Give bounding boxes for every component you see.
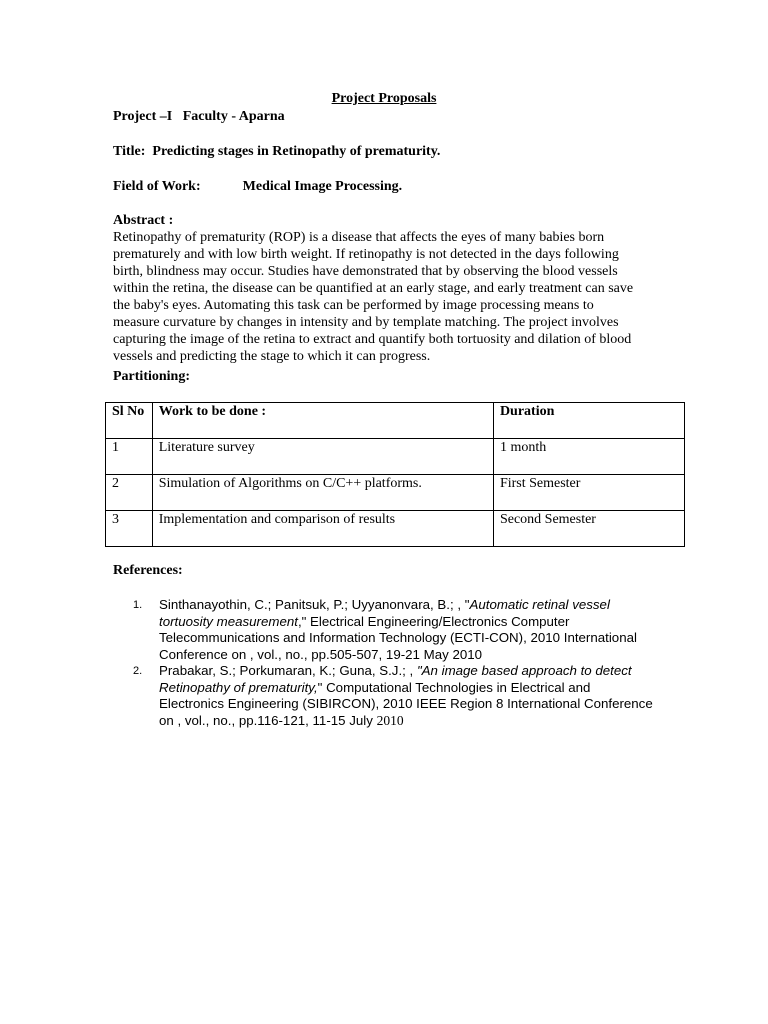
cell-work: Literature survey	[152, 439, 493, 475]
reference-number: 2.	[133, 665, 143, 677]
abstract-heading: Abstract :	[113, 213, 174, 228]
reference-item	[113, 597, 693, 663]
cell-duration: Second Semester	[493, 511, 684, 547]
reference-line: Conference on , vol., no., pp.505-507, 19-21 May 2010	[159, 646, 483, 662]
table-header-row	[106, 403, 685, 439]
title-line	[113, 143, 440, 160]
cell-work: Simulation of Algorithms on C/C++ platforms.	[152, 475, 493, 511]
reference-line: Telecommunications and Information Technology (ECTI-CON), 2010 International	[159, 630, 637, 645]
reference-venue-part: " Computational Technologies in Electrical and	[317, 679, 591, 695]
reference-number: 1.	[133, 599, 143, 611]
page-title: Project Proposals	[331, 91, 437, 106]
reference-authors: Sinthanayothin, C.; Panitsuk, P.; Uyyanonvara, B.; , "	[159, 597, 470, 612]
table-row	[106, 439, 685, 475]
cell-duration: First Semester	[493, 475, 684, 511]
reference-line	[159, 680, 693, 697]
abstract-line: within the retina, the disease can be quantified at an early stage, and early treatment can save	[113, 281, 634, 296]
reference-title-part: tortuosity measurement	[159, 613, 298, 629]
field-value: Medical Image Processing.	[242, 179, 403, 194]
abstract-line: the baby's eyes. Automating this task can be performed by image processing means to	[113, 298, 594, 313]
cell-work: Implementation and comparison of results	[152, 511, 493, 547]
reference-title-part: Automatic retinal vessel	[469, 597, 610, 612]
reference-authors: Prabakar, S.; Porkumaran, K.; Guna, S.J.; ,	[159, 663, 417, 678]
reference-item	[113, 663, 693, 729]
cell-sl-no: 2	[106, 475, 153, 511]
abstract-line: measure curvature by changes in intensity and by template matching. The project involves	[113, 315, 619, 330]
reference-line	[159, 663, 693, 680]
column-header-sl-no: Sl No	[106, 403, 153, 439]
reference-title-part: Retinopathy of prematurity,	[159, 679, 318, 695]
reference-line: Electronics Engineering (SIBIRCON), 2010 IEEE Region 8 International Conference	[159, 696, 653, 711]
column-header-duration: Duration	[493, 403, 684, 439]
table-row	[106, 511, 685, 547]
cell-duration: 1 month	[493, 439, 684, 475]
cell-sl-no: 1	[106, 439, 153, 475]
column-header-work: Work to be done :	[152, 403, 493, 439]
title-value: Predicting stages in Retinopathy of prematurity.	[152, 144, 441, 159]
title-label: Title:	[113, 144, 146, 159]
reference-venue-part: ," Electrical Engineering/Electronics Computer	[297, 613, 570, 629]
reference-year: 2010	[376, 712, 404, 728]
partitioning-table	[105, 402, 685, 547]
references-list	[113, 597, 693, 729]
field-of-work-line	[113, 178, 402, 195]
abstract-line: prematurely and with low birth weight. If retinopathy is not detected in the days following	[113, 247, 619, 262]
reference-line	[159, 614, 693, 631]
reference-title-part: "An image based approach to detect	[416, 663, 632, 678]
reference-line	[159, 597, 693, 614]
abstract-line: birth, blindness may occur. Studies have demonstrated that by observing the blood vessels	[113, 264, 618, 279]
field-label: Field of Work:	[113, 179, 201, 194]
table-row	[106, 475, 685, 511]
partitioning-heading: Partitioning:	[113, 369, 190, 384]
project-faculty-text: Project –I Faculty - Aparna	[113, 109, 285, 124]
abstract-line: capturing the image of the retina to extract and quantify both tortuosity and dilation of blood	[113, 332, 632, 347]
abstract-line: vessels and predicting the stage to which it can progress.	[113, 349, 431, 364]
reference-pages: on , vol., no., pp.116-121, 11-15 July	[159, 712, 377, 728]
references-heading: References:	[113, 563, 183, 578]
abstract-body	[113, 229, 673, 365]
project-faculty-line	[113, 108, 285, 125]
cell-sl-no: 3	[106, 511, 153, 547]
reference-line	[159, 713, 693, 730]
abstract-line: Retinopathy of prematurity (ROP) is a disease that affects the eyes of many babies born	[113, 230, 605, 245]
